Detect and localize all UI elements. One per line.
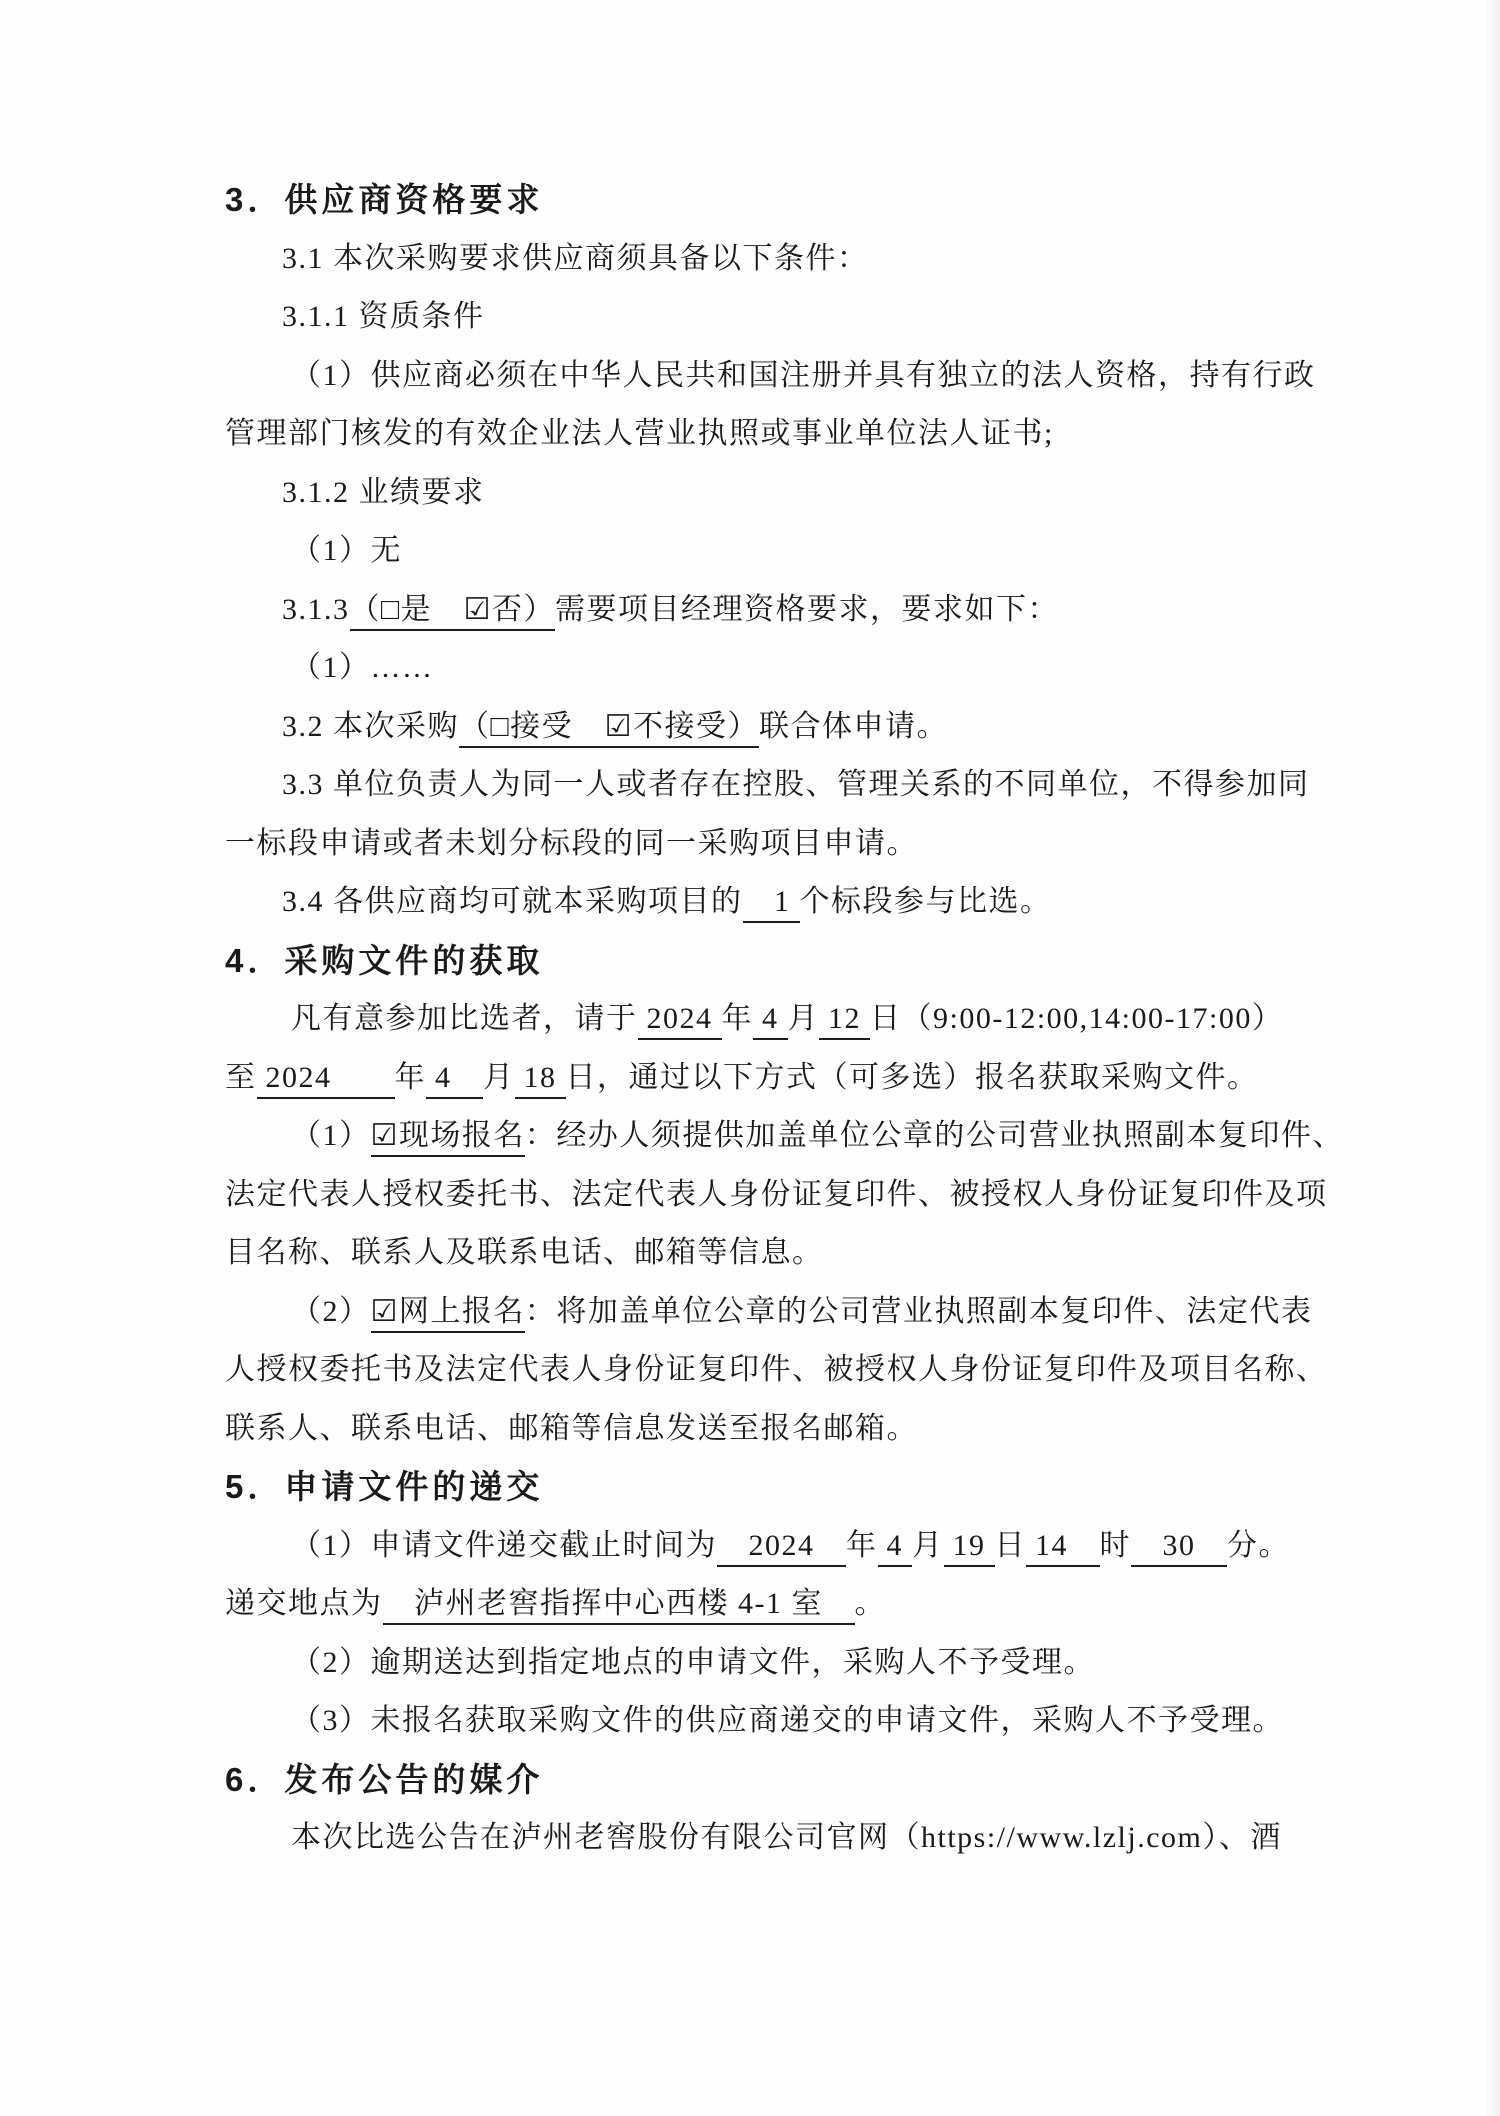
section-4-heading [225, 932, 1415, 991]
text-run: 递交地点为 [225, 1587, 383, 1620]
clause-3-2 [225, 698, 1415, 757]
clause-5-item-3 [225, 1692, 1415, 1751]
text-run: （1）…… [291, 651, 434, 684]
text-run: 年 [721, 1002, 753, 1035]
text-run: 时 [1099, 1528, 1131, 1562]
clause-5-item-1 [225, 1517, 1415, 1576]
deadline-year-blank: 2024 [717, 1529, 846, 1567]
text-run: 3.1.1 资质条件 [282, 300, 485, 333]
clause-4-item-2-cont-1 [225, 1341, 1415, 1400]
clause-5-item-2 [225, 1634, 1415, 1693]
end-month-blank: 4 [426, 1061, 483, 1099]
text-run: （1）无 [291, 534, 402, 567]
document-body [225, 171, 1415, 1868]
clause-4-item-2 [225, 1283, 1415, 1342]
text-run: 6．发布公告的媒介 [225, 1760, 544, 1798]
text-run: 一标段申请或者未划分标段的同一采购项目申请。 [225, 826, 918, 860]
section-3-heading [225, 171, 1415, 230]
clause-3-1-1-item-1 [225, 347, 1415, 406]
deadline-minute-blank: 30 [1131, 1529, 1227, 1567]
text-run: 日 [994, 1528, 1026, 1562]
scan-edge-shadow [1484, 0, 1500, 2116]
text-run: 。 [854, 1587, 886, 1620]
clause-3-1-2 [225, 464, 1415, 523]
text-run: 4．采购文件的获取 [225, 941, 544, 979]
section-6-heading [225, 1751, 1415, 1810]
clause-5-item-1-cont [225, 1575, 1415, 1634]
text-run: 3.2 本次采购 [282, 709, 459, 743]
text-run: 3.1 本次采购要求供应商须具备以下条件： [282, 241, 869, 275]
clause-3-1 [225, 230, 1415, 289]
text-run: 人授权委托书及法定代表人身份证复印件、被授权人身份证复印件及项目名称、 [225, 1353, 1328, 1386]
start-year-blank: 2024 [638, 1002, 722, 1040]
clause-4-item-1-cont-2 [225, 1224, 1415, 1283]
clause-3-3-cont [225, 815, 1415, 874]
text-run: 年 [846, 1528, 878, 1562]
clause-4-item-1 [225, 1107, 1415, 1166]
start-day-blank: 12 [819, 1002, 870, 1040]
clause-6-para-1 [225, 1809, 1415, 1868]
text-run: （2）逾期送达到指定地点的申请文件，采购人不予受理。 [291, 1645, 1095, 1679]
clause-4-para-1 [225, 990, 1415, 1049]
start-month-blank: 4 [753, 1002, 788, 1040]
clause-3-1-3-item-1 [225, 639, 1415, 698]
text-run: 目名称、联系人及联系电话、邮箱等信息。 [225, 1236, 824, 1269]
onsite-registration-checkbox: ☑现场报名 [371, 1119, 525, 1157]
text-run: 至 [225, 1060, 257, 1094]
text-run: 3.1.2 业绩要求 [282, 475, 485, 509]
deadline-day-blank: 19 [944, 1529, 995, 1567]
text-run: 管理部门核发的有效企业法人营业执照或事业单位法人证书; [225, 417, 1054, 450]
clause-3-1-3 [225, 581, 1415, 640]
lot-count-blank: 1 [743, 885, 800, 923]
text-run: 3.4 各供应商均可就本采购项目的 [282, 885, 743, 918]
clause-3-3 [225, 756, 1415, 815]
online-registration-checkbox: ☑网上报名 [371, 1295, 525, 1333]
text-run: （2） [291, 1294, 371, 1328]
text-run: 年 [394, 1060, 426, 1094]
text-run: 3.3 单位负责人为同一人或者存在控股、管理关系的不同单位，不得参加同 [282, 768, 1310, 801]
clause-4-item-1-cont-1 [225, 1166, 1415, 1225]
text-run: （1）供应商必须在中华人民共和国注册并具有独立的法人资格，持有行政 [291, 358, 1316, 392]
deadline-month-blank: 4 [878, 1529, 913, 1567]
text-run: 日（9:00-12:00,14:00-17:00） [870, 1002, 1284, 1035]
clause-3-1-1 [225, 288, 1415, 347]
deadline-hour-blank: 14 [1026, 1529, 1100, 1567]
clause-3-1-1-item-1-cont [225, 405, 1415, 464]
text-run: （1）申请文件递交截止时间为 [291, 1528, 717, 1562]
accept-reject-checkboxes: （□接受 ☑不接受） [459, 710, 759, 748]
clause-3-4 [225, 873, 1415, 932]
text-run: 凡有意参加比选者，请于 [291, 1002, 638, 1035]
text-run: 日，通过以下方式（可多选）报名获取采购文件。 [565, 1060, 1259, 1094]
text-run: 3．供应商资格要求 [225, 181, 544, 218]
text-run: 联合体申请。 [759, 709, 949, 743]
text-run: 3.1.3 [282, 592, 350, 626]
text-run: 月 [912, 1528, 944, 1562]
text-run: 本次比选公告在泸州老窖股份有限公司官网（https://www.lzlj.com）、酒 [291, 1821, 1282, 1854]
text-run: 需要项目经理资格要求，要求如下： [555, 592, 1060, 626]
text-run: 月 [787, 1002, 819, 1035]
text-run: 5．申请文件的递交 [225, 1468, 544, 1505]
clause-3-1-2-item-1 [225, 522, 1415, 581]
text-run: ：将加盖单位公章的公司营业执照副本复印件、法定代表 [524, 1294, 1313, 1328]
text-run: 法定代表人授权委托书、法定代表人身份证复印件、被授权人身份证复印件及项 [225, 1177, 1328, 1211]
end-year-blank: 2024 [257, 1061, 395, 1099]
text-run: 月 [483, 1060, 515, 1094]
text-run: 联系人、联系电话、邮箱等信息发送至报名邮箱。 [225, 1411, 918, 1445]
text-run: ：经办人须提供加盖单位公章的公司营业执照副本复印件、 [524, 1119, 1344, 1152]
text-run: 分。 [1227, 1528, 1290, 1562]
text-run: 个标段参与比选。 [799, 885, 1052, 918]
delivery-location-blank: 泸州老窖指挥中心西楼 4-1 室 [383, 1587, 855, 1625]
section-5-heading [225, 1458, 1415, 1517]
clause-4-para-1-cont [225, 1049, 1415, 1108]
text-run: （1） [291, 1119, 371, 1152]
text-run: （3）未报名获取采购文件的供应商递交的申请文件，采购人不予受理。 [291, 1704, 1284, 1737]
clause-4-item-2-cont-2 [225, 1400, 1415, 1459]
yes-no-checkboxes: （□是 ☑否） [350, 593, 556, 631]
end-day-blank: 18 [515, 1061, 566, 1099]
